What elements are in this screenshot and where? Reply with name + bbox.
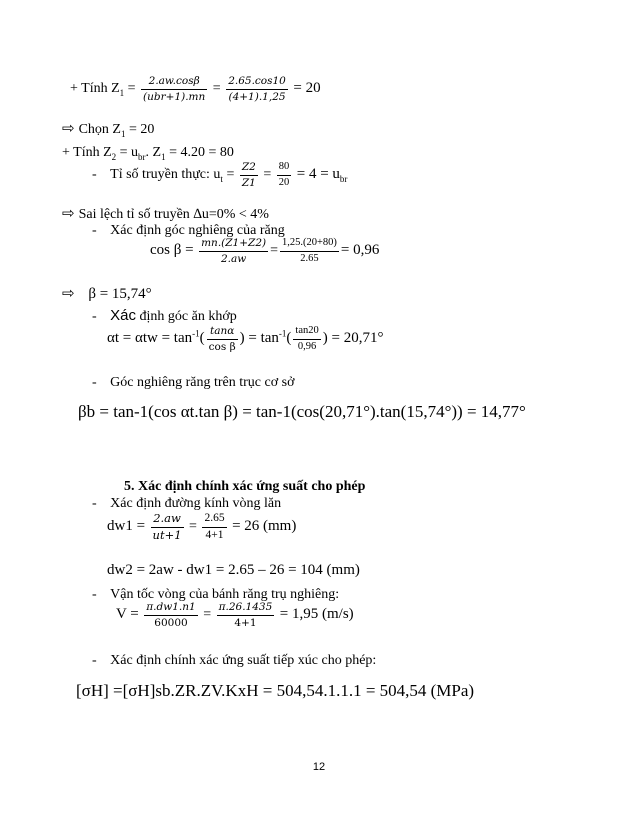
alpha-f1-den: cos β — [208, 340, 236, 353]
alpha-open2: ( — [286, 330, 292, 347]
dw-heading-text: Xác định đường kính vòng lăn — [110, 496, 282, 511]
section-5-title — [124, 480, 365, 494]
stress-heading — [92, 654, 376, 668]
z2-line — [62, 146, 234, 160]
ratio-text: Tỉ số truyền thực: u — [110, 167, 221, 183]
z1-fraction-2 — [226, 76, 288, 102]
dw1-result: = 26 (mm) — [232, 518, 297, 535]
ratio-eq: = — [222, 167, 235, 183]
beta-result-text: β = 15,74° — [88, 286, 152, 302]
z1-result: = 20 — [293, 80, 321, 97]
v-heading-text: Vận tốc vòng của bánh răng trụ nghiêng: — [110, 587, 340, 602]
betab-text: βb = tan-1(cos αt.tan β) = tan-1(cos(20,71°).tan(15,74°)) = 14,77° — [78, 402, 526, 421]
velocity-f1-num: π.dw1.n1 — [144, 602, 197, 616]
chon-sub: 1 — [120, 128, 126, 139]
velocity-f2-den: 4+1 — [234, 616, 257, 629]
cosbeta-f2-num: 1,25.(20+80) — [280, 238, 339, 252]
ratio-f2-den: 20 — [278, 176, 290, 188]
dw-heading-dash: - — [92, 496, 97, 511]
ratio-f2-num: 80 — [277, 162, 292, 176]
dw1-line — [107, 513, 296, 541]
stress-heading-text: Xác định chính xác ứng suất tiếp xúc cho phép: — [110, 653, 377, 668]
base-heading — [92, 376, 294, 390]
z2-mid2: . Z — [145, 145, 162, 160]
alpha-heading-text2: định góc ăn khớp — [136, 309, 237, 324]
z2-mid: = u — [116, 145, 139, 160]
ratio-f1-den: Z1 — [241, 176, 256, 189]
v-heading-dash: - — [92, 587, 97, 602]
velocity-fraction-1 — [144, 602, 197, 628]
z1-line — [70, 76, 321, 102]
cosbeta-result: = 0,96 — [340, 242, 380, 259]
dw1-f1-den: ut+1 — [152, 527, 182, 542]
z1-prefix: + Tính Z — [70, 81, 120, 97]
ratio-sub: t — [220, 174, 223, 185]
chon-text: Chọn Z — [78, 122, 121, 137]
z2-sub3: 1 — [161, 151, 166, 162]
velocity-f2-num: π.26.1435 — [217, 602, 275, 616]
dw2-line — [107, 563, 360, 578]
cosbeta-lhs: cos β = — [150, 242, 194, 259]
cosbeta-eq: = — [270, 243, 278, 259]
base-heading-text: Góc nghiêng răng trên trục cơ sở — [110, 375, 295, 390]
arrow-right-icon: ⇨ — [62, 121, 75, 137]
ratio-f1-num: Z2 — [240, 162, 258, 176]
z2-sub2: br — [138, 151, 146, 162]
betab-line — [78, 403, 526, 420]
velocity-line — [116, 602, 354, 628]
dw2-text: dw2 = 2aw - dw1 = 2.65 – 26 = 104 (mm) — [107, 562, 360, 578]
alpha-heading-text1: Xác — [110, 307, 137, 324]
cosbeta-f1-num: mn.(Z1+Z2) — [199, 238, 268, 252]
velocity-lhs: V = — [116, 606, 139, 623]
velocity-result: = 1,95 (m/s) — [279, 606, 354, 623]
dw1-lhs: dw1 = — [107, 518, 146, 535]
deviation-text: Sai lệch tỉ số truyền ∆u=0% < 4% — [78, 207, 269, 222]
beta-heading — [92, 224, 285, 238]
alpha-fraction-2 — [293, 326, 320, 352]
arrow-right-icon: ⇨ — [62, 206, 75, 222]
dw1-f2-num: 2.65 — [202, 513, 226, 528]
ratio-line: - Tỉ số truyền thực: $u_t$ = $\frac{Z2}{Z1}$ = $\frac{80}{20}$ = $4 = u_{br}$ — [92, 161, 348, 189]
z1-f2-den: (4+1).1,25 — [228, 90, 286, 103]
ratio-fraction-1 — [240, 162, 258, 188]
z1-eq2: = — [212, 81, 221, 97]
ratio-dash: - — [92, 167, 97, 183]
chon-line — [62, 122, 154, 137]
alpha-open: ( — [199, 330, 205, 347]
z1-f2-num: 2.65.cos10 — [226, 76, 288, 90]
z1-f1-num: 2.aw.cosβ — [141, 76, 207, 90]
ratio-fraction-2 — [277, 162, 292, 188]
stress-line — [76, 682, 474, 699]
alpha-result: ) = 20,71° — [322, 330, 384, 347]
cosbeta-f2-den: 2.65 — [300, 252, 319, 264]
cosbeta-line — [150, 238, 379, 264]
velocity-eq: = — [203, 607, 212, 623]
ratio-result: = 4 = u — [296, 166, 340, 183]
section-5-title-text: 5. Xác định chính xác ứng suất cho phép — [124, 479, 366, 494]
v-heading — [92, 588, 339, 602]
dw1-fraction-1 — [151, 513, 184, 541]
chon-rest: = 20 — [125, 122, 155, 137]
z1-eq1: = — [124, 81, 136, 97]
alpha-fraction-1 — [207, 326, 238, 352]
velocity-fraction-2 — [217, 602, 275, 628]
beta-heading-text: Xác định góc nghiêng của răng — [110, 223, 285, 238]
alpha-f2-num: tan20 — [293, 326, 320, 340]
z2-rest: = 4.20 = 80 — [165, 145, 234, 160]
dw1-f2-den: 4+1 — [205, 528, 224, 541]
dw-heading — [92, 497, 281, 511]
beta-heading-dash: - — [92, 223, 97, 238]
alpha-heading-dash: - — [92, 309, 97, 324]
stress-text: [σH] =[σH]sb.ZR.ZV.KxH = 504,54.1.1.1 = 504,54 (MPa) — [76, 681, 475, 700]
arrow-right-icon: ⇨ — [62, 286, 75, 302]
alpha-sup2: -1 — [278, 328, 287, 339]
dw1-eq: = — [189, 519, 197, 535]
cosbeta-fraction-2 — [280, 238, 339, 264]
alpha-f2-den: 0,96 — [297, 340, 317, 352]
alpha-mid: ) = tan — [239, 330, 279, 347]
beta-result-line — [62, 287, 152, 302]
alpha-sup: -1 — [192, 328, 200, 339]
z2-sub: 2 — [111, 151, 117, 162]
stress-heading-dash: - — [92, 653, 97, 668]
alpha-lhs: αt = αtw = tan — [107, 330, 193, 347]
z1-fraction-1 — [141, 76, 207, 102]
alpha-line — [107, 326, 383, 352]
base-heading-dash: - — [92, 375, 97, 390]
cosbeta-fraction-1 — [199, 238, 268, 264]
cosbeta-f1-den: 2.aw — [220, 252, 247, 265]
velocity-f1-den: 60000 — [154, 616, 188, 629]
z1-sub: 1 — [119, 88, 125, 99]
alpha-f1-num: tanα — [207, 326, 238, 340]
alpha-heading — [92, 308, 237, 324]
deviation-line — [62, 207, 269, 222]
page-number: 12 — [312, 761, 326, 773]
dw1-fraction-2 — [202, 513, 226, 541]
ratio-sub2: br — [339, 174, 348, 185]
dw1-f1-num: 2.aw — [151, 513, 184, 528]
z1-f1-den: (ubr+1).mn — [143, 90, 206, 103]
z2-text: + Tính Z — [62, 145, 112, 160]
